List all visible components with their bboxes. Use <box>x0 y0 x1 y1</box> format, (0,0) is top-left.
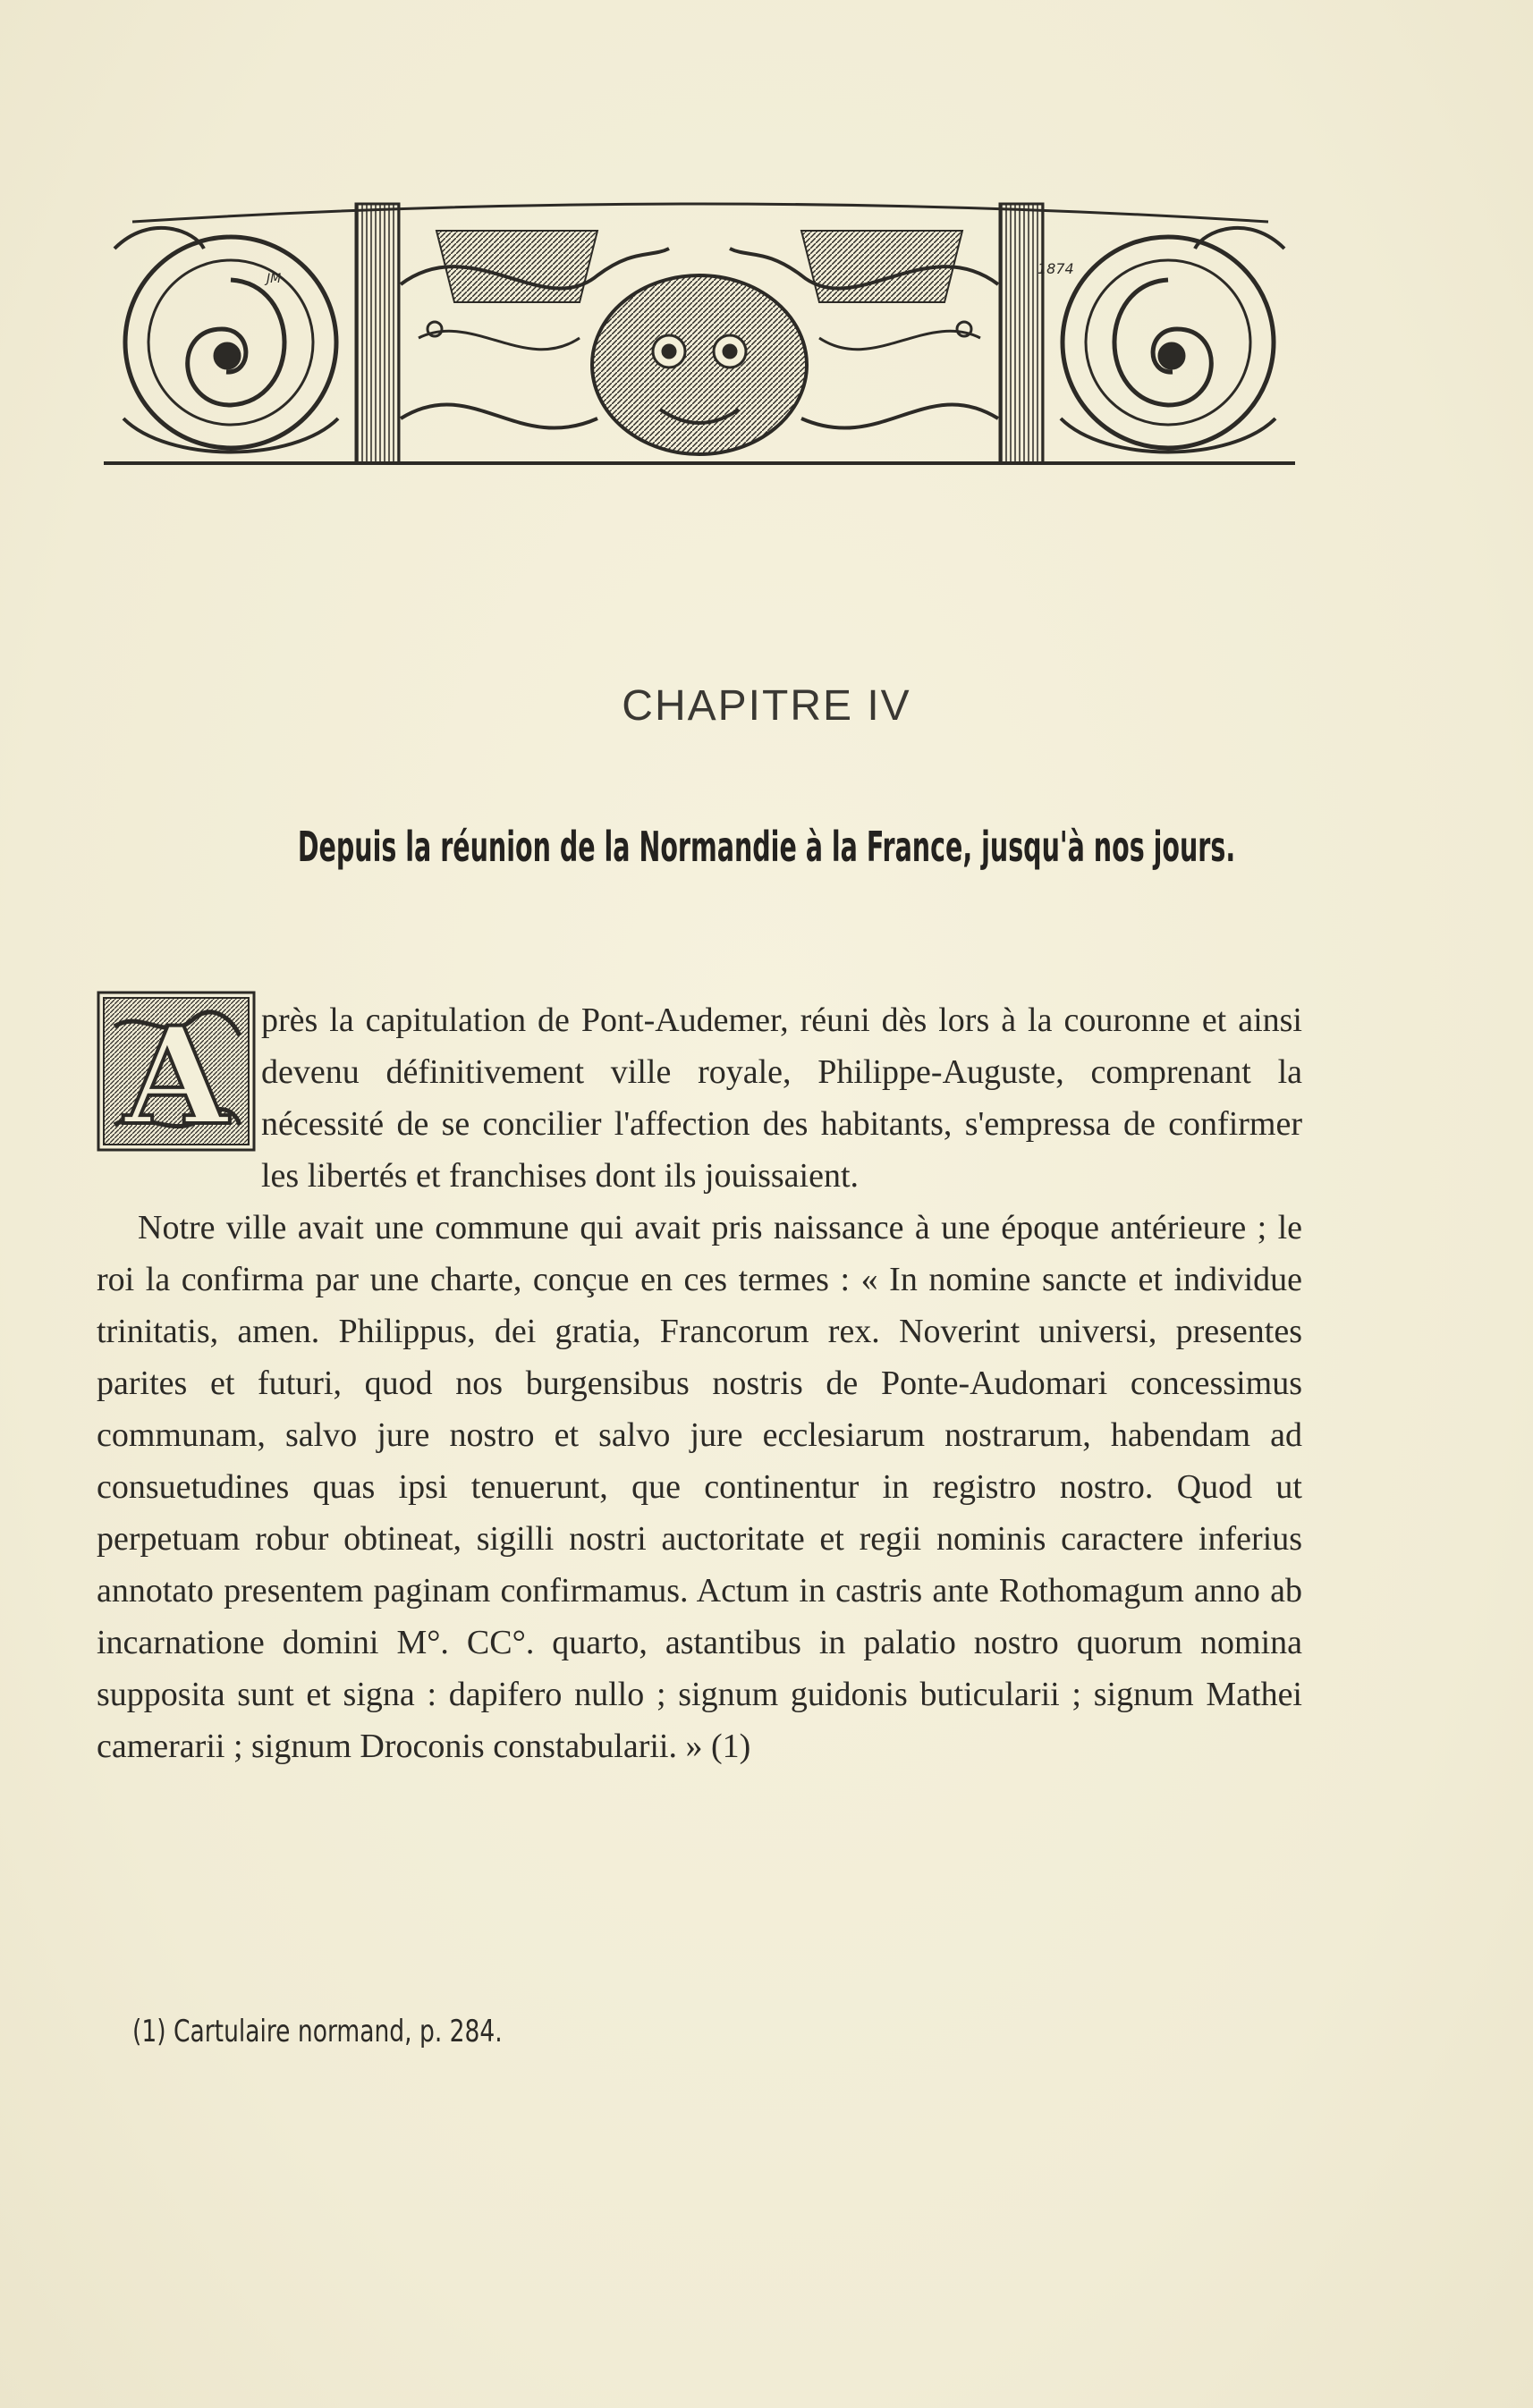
body-text <box>97 994 1302 1772</box>
dropcap-letter: A <box>123 998 229 1152</box>
paragraph-1-text: près la capitulation de Pont-Audemer, réuni dès lors à la couronne et ainsi devenu définitivement ville royale, Philippe-Auguste, comprenant la nécessité de se concilier l'affection des habitants, s'empressa de confirmer les libertés et franchises dont ils jouissaient. <box>261 1001 1302 1195</box>
engraver-monogram: JM <box>267 272 282 286</box>
paragraph-2: Notre ville avait une commune qui avait pris naissance à une époque antérieure ; le roi la confirma par une charte, conçue en ces termes : « In nomine sancte et individue trinitatis, amen. Philippus, dei gratia, Francorum rex. Noverint universi, presentes parites et futuri, quod nos burgensibus nostris de Ponte-Audomari concessimus communam, salvo jure nostro et salvo jure ecclesiarum nostrarum, habendam ad consuetudines quas ipsi tenuerunt, que continentur in registro nostro. Quod ut perpetuam robur obtineat, sigilli nostri auctoritate et regii nominis caractere inferius annotato presentem paginam confirmamus. Actum in castris ante Rothomagum anno ab incarnatione domini M°. CC°. quarto, astantibus in palatio nostro quorum nomina supposita sunt et signa : dapifero nullo ; signum guidonis buticularii ; signum Mathei camerarii ; signum Droconis constabularii. » (1) <box>97 1209 1302 1765</box>
paragraph-1 <box>97 994 1302 1202</box>
chapter-title: CHAPITRE IV <box>622 682 911 730</box>
ornamental-headpiece <box>97 195 1302 490</box>
engraving-date: 1874 <box>1038 260 1074 277</box>
dropcap-ornament <box>97 991 256 1152</box>
chapter-subtitle: Depuis la réunion de la Normandie à la France, jusqu'à nos jours. <box>297 823 1236 871</box>
footnote: (1) Cartulaire normand, p. 284. <box>132 2014 503 2049</box>
